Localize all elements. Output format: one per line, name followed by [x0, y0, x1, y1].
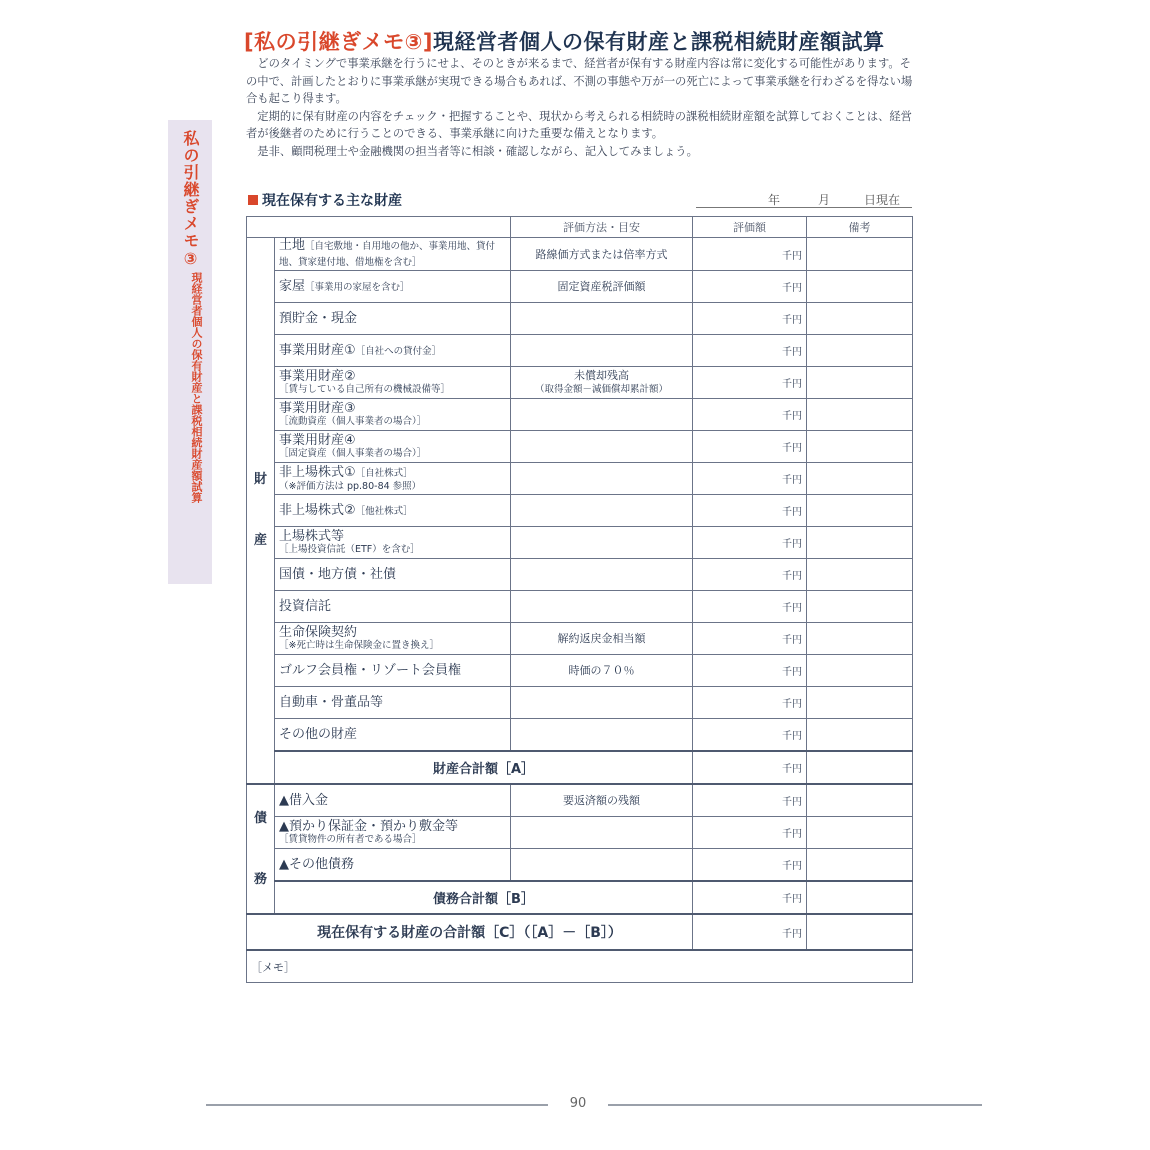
table-row [247, 719, 913, 752]
header-method: 評価方法・目安 [511, 217, 693, 238]
asset-method-detail: （取得金額－減価償却累計額） [534, 384, 668, 395]
header-note: 備考 [807, 217, 913, 238]
asset-remark[interactable] [807, 367, 913, 399]
asset-label: 生命保険契約 [279, 625, 358, 640]
asset-label: 非上場株式① [279, 464, 356, 480]
asset-note: ［※死亡時は生命保険金に置き換え］ [279, 640, 439, 651]
asset-remark[interactable] [807, 463, 913, 495]
asset-label: 事業用財産① [279, 342, 356, 358]
asset-remark[interactable] [807, 335, 913, 367]
table-row [247, 849, 913, 882]
asset-label-cell [275, 303, 511, 335]
asset-label-cell [275, 495, 511, 527]
asset-amount[interactable]: 千円 [693, 719, 807, 752]
asset-method [511, 367, 693, 399]
asset-amount[interactable]: 千円 [693, 238, 807, 271]
asset-label: 土地 [279, 238, 306, 253]
asset-amount[interactable]: 千円 [693, 367, 807, 399]
asset-note: ［自社株式］ [355, 467, 413, 479]
asset-label-cell [275, 559, 511, 591]
asset-label-cell [275, 431, 511, 463]
table-row [247, 238, 913, 271]
table-row [247, 655, 913, 687]
debt-remark[interactable] [807, 849, 913, 882]
asset-label-cell [275, 399, 511, 431]
asset-method: 解約返戻金相当額 [511, 623, 693, 655]
table-row [247, 463, 913, 495]
asset-label-cell [275, 271, 511, 303]
asset-note: ［賃与している自己所有の機械設備等］ [279, 384, 451, 395]
debt-label-cell [275, 817, 511, 849]
asset-note: ［自社への貸付金］ [355, 345, 442, 357]
date-year-label: 年 [768, 193, 781, 207]
grand-total-label: 現在保有する財産の合計額［C］（［A］－［B］） [247, 914, 693, 950]
asset-label: 事業用財産④ [279, 433, 356, 448]
debt-amount[interactable]: 千円 [693, 817, 807, 849]
grand-total-remark[interactable] [807, 914, 913, 950]
asset-remark[interactable] [807, 591, 913, 623]
asset-remark[interactable] [807, 271, 913, 303]
asset-note: ［上場投資信託（ETF）を含む］ [279, 544, 420, 555]
asset-amount[interactable]: 千円 [693, 495, 807, 527]
square-bullet-icon [248, 195, 258, 205]
asset-label: 家屋 [279, 278, 306, 294]
asset-label: 事業用財産③ [279, 401, 356, 416]
table-row [247, 559, 913, 591]
debt-note: ［賃貸物件の所有者である場合］ [279, 834, 422, 845]
table-row [247, 817, 913, 849]
asset-amount[interactable]: 千円 [693, 335, 807, 367]
asset-remark[interactable] [807, 399, 913, 431]
date-month-label: 月 [818, 193, 831, 207]
section-title-text: 現在保有する主な財産 [262, 193, 402, 209]
assets-total-amount[interactable]: 千円 [693, 751, 807, 784]
memo-row [247, 950, 913, 983]
asset-remark[interactable] [807, 238, 913, 271]
asset-remark[interactable] [807, 655, 913, 687]
table-row [247, 367, 913, 399]
category-char: 財 [253, 472, 267, 488]
asset-method: 時価の７０％ [511, 655, 693, 687]
asset-label: 非上場株式② [279, 502, 356, 518]
asset-remark[interactable] [807, 559, 913, 591]
asset-amount[interactable]: 千円 [693, 591, 807, 623]
asset-remark[interactable] [807, 303, 913, 335]
assets-total-row [247, 751, 913, 784]
intro-paragraph: どのタイミングで事業承継を行うにせよ、そのときが来るまで、経営者が保有する財産内容は常に変化する可能性があります。その中で、計画したとおりに事業承継が実現できる場合もあれば、不測の事態や万が一の死亡によって事業承継を行わざるを得ない場合も起こり得ます。 [246, 57, 913, 106]
page-number: 90 [569, 1096, 587, 1111]
table-row [247, 495, 913, 527]
memo-area[interactable] [247, 950, 913, 983]
debt-label-cell [275, 849, 511, 882]
asset-amount[interactable]: 千円 [693, 271, 807, 303]
table-row [247, 399, 913, 431]
asset-amount[interactable]: 千円 [693, 655, 807, 687]
asset-label: 投資信託 [279, 599, 332, 614]
asset-label: ゴルフ会員権・リゾート会員権 [279, 663, 462, 678]
debt-label: ▲その他債務 [279, 857, 354, 872]
asset-label: 上場株式等 [279, 529, 345, 544]
asset-method [511, 559, 693, 591]
grand-total-row [247, 914, 913, 950]
asset-method [511, 335, 693, 367]
asset-amount[interactable]: 千円 [693, 303, 807, 335]
debt-method [511, 849, 693, 882]
asset-method-line: 未償却残高 [574, 369, 629, 382]
grand-total-amount[interactable]: 千円 [693, 914, 807, 950]
section-title [248, 190, 402, 210]
table-row [247, 623, 913, 655]
asset-remark[interactable] [807, 527, 913, 559]
debts-total-remark[interactable] [807, 881, 913, 914]
table-row [247, 335, 913, 367]
header-item [247, 217, 511, 238]
asset-note: ［他社株式］ [355, 505, 413, 517]
asset-amount[interactable]: 千円 [693, 431, 807, 463]
memo-label: ［メモ］ [251, 960, 295, 974]
asset-label: 預貯金・現金 [279, 311, 358, 326]
asset-remark[interactable] [807, 623, 913, 655]
asset-remark[interactable] [807, 687, 913, 719]
asset-note: ［自宅敷地・自用地の他か、事業用地、貸付地、貸家建付地、借地権を含む］ [279, 241, 496, 268]
category-char: 債 [253, 810, 267, 826]
table-row [247, 784, 913, 817]
header-value: 評価額 [693, 217, 807, 238]
category-char: 務 [253, 871, 267, 887]
asset-note: ［流動資産（個人事業者の場合）］ [279, 416, 427, 427]
side-tab-title: 私の引継ぎメモ③ [181, 130, 200, 269]
asset-amount[interactable]: 千円 [693, 559, 807, 591]
table-row [247, 591, 913, 623]
title-main: 現経営者個人の保有財産と課税相続財産額試算 [432, 30, 885, 54]
asset-note: ［固定資産（個人事業者の場合）］ [279, 448, 427, 459]
asset-note-detail: （※評価方法は pp.80-84 参照） [279, 480, 422, 492]
debt-remark[interactable] [807, 817, 913, 849]
side-tab-subtitle: 現経営者個人の保有財産と課税相続財産額試算 [190, 272, 203, 503]
debt-method [511, 817, 693, 849]
debts-total-row [247, 881, 913, 914]
asset-table [246, 216, 913, 983]
debt-label-cell [275, 784, 511, 817]
debt-amount[interactable]: 千円 [693, 784, 807, 817]
debt-remark[interactable] [807, 784, 913, 817]
assets-total-label: 財産合計額［A］ [275, 751, 693, 784]
asset-amount[interactable]: 千円 [693, 463, 807, 495]
debts-total-label: 債務合計額［B］ [275, 881, 693, 914]
asset-label-cell [275, 335, 511, 367]
asset-method [511, 431, 693, 463]
intro-paragraph: 是非、顧問税理士や金融機関の担当者等に相談・確認しながら、記入してみましょう。 [257, 144, 698, 158]
asset-remark[interactable] [807, 719, 913, 752]
asset-amount[interactable]: 千円 [693, 527, 807, 559]
asset-method [511, 719, 693, 752]
header-row [247, 217, 913, 238]
asset-label-cell [275, 463, 511, 495]
asset-label-cell [275, 623, 511, 655]
asset-method: 固定資産税評価額 [511, 271, 693, 303]
asset-label-cell [275, 527, 511, 559]
asset-label-cell [275, 367, 511, 399]
asset-label-cell [275, 719, 511, 752]
asset-method [511, 591, 693, 623]
table-row [247, 687, 913, 719]
page-title [244, 26, 884, 56]
category-char: 産 [253, 533, 267, 548]
asset-label-cell [275, 687, 511, 719]
asset-label-cell [275, 591, 511, 623]
asset-method [511, 463, 693, 495]
date-day-label: 日現在 [864, 193, 901, 207]
table-row [247, 303, 913, 335]
intro-text [246, 55, 914, 161]
debts-total-amount[interactable]: 千円 [693, 881, 807, 914]
table-row [247, 271, 913, 303]
asset-note: ［事業用の家屋を含む］ [305, 281, 410, 293]
asset-amount[interactable]: 千円 [693, 399, 807, 431]
asset-remark[interactable] [807, 495, 913, 527]
asset-label-cell [275, 655, 511, 687]
asset-amount[interactable]: 千円 [693, 687, 807, 719]
asset-label: 自動車・骨董品等 [279, 695, 384, 710]
asset-method [511, 303, 693, 335]
debt-amount[interactable]: 千円 [693, 849, 807, 882]
asset-label-cell [275, 238, 511, 271]
date-field[interactable] [696, 190, 912, 208]
table-row [247, 431, 913, 463]
asset-label: 国債・地方債・社債 [279, 567, 397, 582]
category-debts [247, 784, 275, 914]
asset-method [511, 495, 693, 527]
debt-label: ▲預かり保証金・預かり敷金等 [279, 819, 458, 834]
asset-amount[interactable]: 千円 [693, 623, 807, 655]
asset-label: 事業用財産② [279, 369, 356, 384]
asset-remark[interactable] [807, 431, 913, 463]
footer-rule [206, 1104, 548, 1106]
assets-total-remark[interactable] [807, 751, 913, 784]
table-row [247, 527, 913, 559]
debt-method: 要返済額の残額 [511, 784, 693, 817]
footer-rule [608, 1104, 982, 1106]
title-accent: [私の引継ぎメモ③] [244, 30, 433, 54]
intro-paragraph: 定期的に保有財産の内容をチェック・把握することや、現状から考えられる相続時の課税相続財産額を試算しておくことは、経営者が後継者のために行うことのできる、事業承継に向けた重要な備えとなります。 [246, 109, 912, 141]
asset-method [511, 687, 693, 719]
asset-method [511, 399, 693, 431]
category-assets [247, 238, 275, 785]
asset-label: その他の財産 [279, 727, 358, 742]
asset-method [511, 527, 693, 559]
debt-label: ▲借入金 [279, 793, 328, 808]
asset-method: 路線価方式または倍率方式 [511, 238, 693, 271]
